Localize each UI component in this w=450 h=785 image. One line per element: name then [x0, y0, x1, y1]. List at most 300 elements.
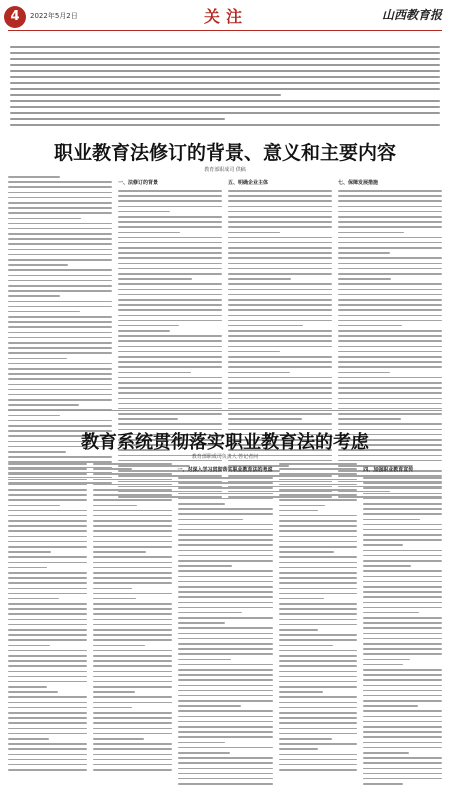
text-line: [228, 361, 332, 363]
text-line: [93, 546, 172, 548]
text-line: [363, 669, 442, 671]
text-line: [178, 664, 273, 666]
text-line: [279, 707, 358, 709]
text-line: [118, 366, 222, 368]
text-line: [8, 681, 87, 683]
text-line: [178, 539, 273, 541]
text-line: [8, 738, 49, 740]
text-line: [8, 332, 112, 334]
text-line: [228, 392, 332, 394]
text-line: [8, 556, 87, 558]
text-line: [8, 546, 87, 548]
text-line: [363, 576, 442, 578]
text-line: [93, 702, 172, 704]
text-line: [8, 463, 87, 465]
text-line: [228, 200, 332, 202]
text-line: [8, 634, 87, 636]
text-line: [178, 513, 273, 515]
text-line: [93, 556, 172, 558]
text-line: [178, 487, 273, 489]
text-line: [8, 577, 87, 579]
text-line: [279, 479, 358, 481]
text-line: [178, 736, 273, 738]
text-line: [228, 387, 332, 389]
text-line: [363, 700, 442, 702]
text-line: [363, 752, 409, 754]
text-line: [338, 242, 442, 244]
text-line: [279, 717, 358, 719]
text-line: [93, 582, 172, 584]
text-line: [279, 541, 358, 543]
text-line: [178, 731, 273, 733]
article1-title: 职业教育法修订的背景、意义和主要内容: [53, 142, 396, 164]
text-line: [228, 398, 332, 400]
text-line: [118, 242, 222, 244]
text-line: [363, 477, 442, 479]
text-line: [8, 613, 87, 615]
text-line: [338, 418, 401, 420]
text-line: [279, 463, 358, 465]
text-line: [118, 252, 222, 254]
text-line: [178, 726, 273, 728]
text-line: [338, 200, 442, 202]
text-line: [228, 294, 332, 296]
text-line: [338, 299, 442, 301]
text-line: [178, 576, 273, 578]
text-line: [279, 582, 358, 584]
text-line: [93, 479, 172, 481]
text-line: [363, 482, 442, 484]
text-line: [279, 520, 358, 522]
text-line: [363, 555, 442, 557]
text-line: [279, 676, 358, 678]
text-line: [363, 607, 442, 609]
text-line: [178, 653, 273, 655]
text-line: [363, 705, 418, 707]
text-line: [93, 754, 172, 756]
text-line: [8, 228, 112, 230]
text-line: [363, 721, 442, 723]
article2-body: [8, 463, 442, 633]
text-line: [178, 602, 273, 604]
text-line: [228, 242, 332, 244]
text-line: [10, 94, 281, 96]
text-line: [93, 536, 172, 538]
text-line: [338, 232, 404, 234]
text-line: [178, 607, 273, 609]
text-line: [178, 519, 244, 521]
text-line: [178, 555, 273, 557]
text-line: [93, 541, 172, 543]
text-line: [8, 639, 87, 641]
text-line: [228, 330, 332, 332]
text-line: [228, 263, 332, 265]
text-line: [363, 519, 420, 521]
text-line: [178, 612, 243, 614]
text-line: [8, 505, 60, 507]
text-line: [178, 503, 226, 505]
text-line: [228, 268, 332, 270]
text-line: [279, 686, 358, 688]
text-line: [178, 596, 273, 598]
text-line: [118, 200, 222, 202]
text-line: [93, 738, 144, 740]
text-line: [93, 634, 172, 636]
text-line: [8, 285, 112, 287]
text-line: [338, 366, 442, 368]
text-line: [8, 624, 87, 626]
article2-byline: 教育部职成司负责人 答记者问: [191, 454, 259, 460]
text-line: [8, 373, 112, 375]
text-line: [93, 515, 172, 517]
text-line: [8, 567, 47, 569]
text-line: [8, 541, 87, 543]
text-line: [118, 325, 179, 327]
text-line: [228, 335, 332, 337]
text-line: [93, 712, 172, 714]
text-line: [93, 671, 172, 673]
text-line: [178, 508, 273, 510]
text-line: [93, 769, 172, 771]
text-line: [338, 387, 442, 389]
text-line: [178, 648, 273, 650]
text-line: [8, 769, 87, 771]
text-line: [363, 534, 442, 536]
text-line: [178, 544, 273, 546]
text-line: [118, 372, 191, 374]
text-line: [279, 754, 358, 756]
text-line: [93, 733, 172, 735]
text-line: [93, 707, 132, 709]
text-line: [93, 748, 172, 750]
text-line: [118, 387, 222, 389]
text-line: [178, 778, 273, 780]
text-line: [118, 423, 222, 425]
text-line: [279, 562, 358, 564]
text-line: [363, 768, 442, 770]
text-line: [338, 398, 442, 400]
text-line: [118, 361, 222, 363]
text-line: [363, 513, 442, 515]
text-line: [338, 403, 442, 405]
text-line: [178, 783, 273, 785]
text-line: [118, 221, 222, 223]
text-line: [8, 759, 87, 761]
text-line: [8, 223, 112, 225]
text-line: [8, 269, 112, 271]
text-line: [93, 494, 172, 496]
text-line: [8, 280, 112, 282]
text-line: [93, 696, 172, 698]
text-line: [10, 46, 440, 48]
text-line: [178, 757, 273, 759]
text-line: [8, 368, 112, 370]
text-line: [338, 247, 442, 249]
text-line: [93, 530, 172, 532]
text-line: [279, 510, 318, 512]
text-line: [228, 304, 332, 306]
text-line: [93, 655, 172, 657]
text-line: [279, 499, 358, 501]
text-line: [8, 598, 59, 600]
text-line: [8, 582, 87, 584]
text-line: [8, 415, 60, 417]
text-line: [118, 413, 222, 415]
text-line: [8, 218, 81, 220]
page-header: [0, 0, 450, 44]
text-line: [178, 581, 273, 583]
text-line: [118, 315, 222, 317]
text-line: [10, 88, 440, 90]
text-line: [8, 186, 112, 188]
text-line: [228, 320, 332, 322]
text-line: [363, 529, 442, 531]
text-line: [8, 342, 112, 344]
text-line: [93, 484, 172, 486]
text-line: [118, 206, 222, 208]
text-line: [93, 510, 172, 512]
text-line: [8, 207, 112, 209]
text-line: [8, 384, 112, 386]
text-line: [228, 283, 332, 285]
text-line: [8, 520, 87, 522]
text-line: [279, 567, 358, 569]
text-line: [279, 505, 325, 507]
text-line: [93, 473, 172, 475]
text-line: [363, 736, 442, 738]
text-line: [178, 550, 273, 552]
text-line: [118, 340, 222, 342]
text-line: [118, 398, 222, 400]
text-line: [338, 356, 442, 358]
text-line: [8, 676, 87, 678]
article2-column-3: [178, 463, 273, 633]
text-line: [228, 413, 332, 415]
text-line: [228, 232, 280, 234]
text-line: [8, 425, 112, 427]
text-line: [178, 477, 273, 479]
text-line: [279, 748, 318, 750]
article1-column-3: [228, 176, 332, 408]
text-line: [338, 340, 442, 342]
article-divider: [8, 410, 442, 411]
text-line: [338, 190, 442, 192]
text-line: [93, 624, 172, 626]
text-line: [118, 335, 222, 337]
text-line: [363, 653, 442, 655]
text-line: [228, 190, 332, 192]
text-line: [178, 586, 273, 588]
text-line: [338, 257, 442, 259]
text-line: [279, 494, 358, 496]
text-line: [118, 351, 222, 353]
text-line: [279, 468, 358, 470]
text-line: [228, 366, 332, 368]
text-line: [8, 764, 87, 766]
text-line: [228, 340, 332, 342]
text-line: [178, 622, 226, 624]
text-line: [228, 252, 332, 254]
text-line: [279, 551, 334, 553]
text-line: [8, 404, 79, 406]
text-line: [118, 299, 222, 301]
text-line: [363, 560, 442, 562]
text-line: [8, 733, 87, 735]
text-line: [228, 403, 332, 405]
text-line: [8, 655, 87, 657]
text-line: [363, 550, 442, 552]
article1-column-1: [8, 176, 112, 408]
text-line: [93, 759, 172, 761]
text-line: [363, 685, 442, 687]
text-line: [93, 567, 172, 569]
article1-byline: 教育部职成司 供稿: [204, 167, 246, 173]
text-line: [178, 482, 273, 484]
text-line: [8, 176, 60, 178]
text-line: [338, 289, 442, 291]
text-line: [228, 309, 332, 311]
text-line: [338, 377, 442, 379]
text-line: [8, 192, 112, 194]
text-line: [118, 418, 178, 420]
text-line: [8, 473, 87, 475]
text-line: [8, 499, 87, 501]
text-line: [10, 58, 440, 60]
text-line: [178, 570, 273, 572]
text-line: [363, 659, 409, 661]
article2-subhead: 四、加强职业教育宣传: [363, 467, 414, 473]
text-line: [338, 252, 390, 254]
text-line: [93, 681, 172, 683]
text-line: [8, 394, 112, 396]
text-line: [8, 551, 51, 553]
text-line: [363, 695, 442, 697]
text-line: [228, 273, 332, 275]
text-line: [8, 181, 112, 183]
text-line: [10, 76, 440, 78]
text-line: [279, 530, 358, 532]
text-line: [178, 710, 273, 712]
text-line: [279, 681, 358, 683]
text-line: [279, 619, 358, 621]
text-line: [118, 320, 222, 322]
text-line: [8, 754, 87, 756]
text-line: [338, 325, 402, 327]
text-line: [178, 591, 273, 593]
text-line: [93, 505, 137, 507]
text-line: [93, 572, 172, 574]
text-line: [8, 243, 112, 245]
text-line: [363, 493, 442, 495]
text-line: [118, 226, 222, 228]
text-line: [8, 650, 87, 652]
text-line: [363, 674, 442, 676]
text-line: [93, 764, 172, 766]
text-line: [363, 586, 442, 588]
text-line: [93, 650, 172, 652]
text-line: [93, 489, 172, 491]
article1-subhead: 一、法修订的背景: [118, 180, 159, 186]
text-line: [363, 544, 402, 546]
text-line: [178, 742, 226, 744]
text-line: [118, 330, 170, 332]
text-line: [228, 206, 332, 208]
text-line: [363, 570, 442, 572]
text-line: [8, 671, 87, 673]
text-line: [8, 321, 112, 323]
text-line: [363, 757, 442, 759]
text-line: [178, 534, 273, 536]
text-line: [363, 679, 442, 681]
text-line: [338, 273, 442, 275]
text-line: [118, 403, 222, 405]
text-line: [363, 539, 442, 541]
text-line: [178, 633, 273, 635]
text-line: [8, 238, 112, 240]
text-line: [279, 733, 358, 735]
text-line: [363, 690, 442, 692]
text-line: [363, 638, 442, 640]
article1-subhead: 五、明确企业主体: [228, 180, 269, 186]
newspaper-logo: 山西教育报: [381, 8, 442, 22]
text-line: [178, 747, 273, 749]
text-line: [8, 686, 47, 688]
text-line: [93, 639, 172, 641]
text-line: [279, 702, 358, 704]
text-line: [8, 510, 87, 512]
text-line: [178, 617, 273, 619]
text-line: [363, 747, 442, 749]
text-line: [10, 124, 440, 126]
text-line: [363, 524, 442, 526]
text-line: [8, 389, 112, 391]
text-line: [338, 382, 442, 384]
text-line: [93, 608, 172, 610]
text-line: [279, 655, 358, 657]
text-line: [178, 705, 242, 707]
text-line: [228, 377, 332, 379]
text-line: [8, 290, 112, 292]
text-line: [93, 525, 172, 527]
text-line: [93, 619, 172, 621]
text-line: [118, 278, 192, 280]
text-line: [118, 211, 170, 213]
text-line: [178, 674, 273, 676]
text-line: [338, 330, 442, 332]
text-line: [338, 413, 442, 415]
text-line: [8, 347, 112, 349]
text-line: [338, 335, 442, 337]
text-line: [118, 294, 222, 296]
text-line: [8, 712, 87, 714]
text-line: [228, 299, 332, 301]
text-line: [228, 226, 332, 228]
text-line: [279, 650, 358, 652]
text-line: [8, 352, 112, 354]
text-line: [228, 356, 332, 358]
text-line: [279, 691, 324, 693]
text-line: [8, 494, 87, 496]
text-line: [279, 556, 358, 558]
text-line: [228, 257, 332, 259]
text-line: [178, 524, 273, 526]
text-line: [363, 664, 402, 666]
text-line: [228, 237, 332, 239]
text-line: [93, 499, 172, 501]
text-line: [10, 112, 440, 114]
text-line: [279, 613, 358, 615]
text-line: [228, 423, 332, 425]
